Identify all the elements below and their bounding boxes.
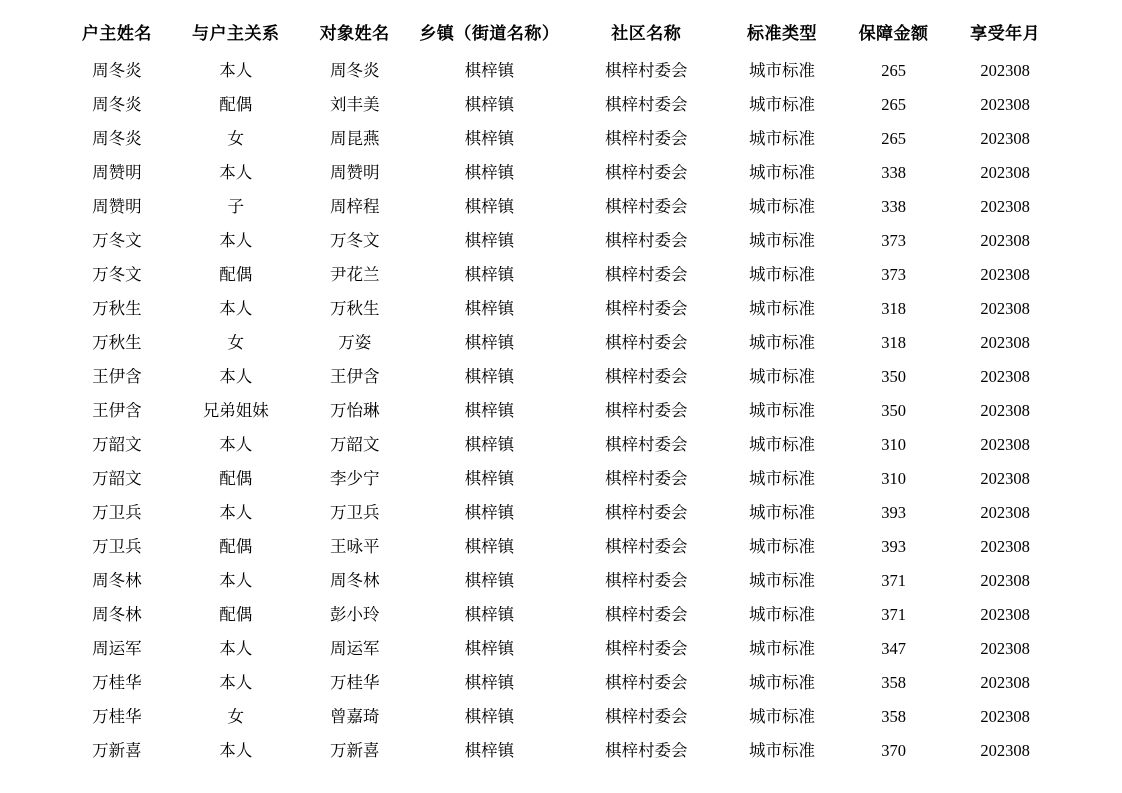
cell-standard-type: 城市标准 bbox=[749, 231, 815, 250]
cell-standard-type: 城市标准 bbox=[749, 435, 815, 454]
cell-community: 棋梓村委会 bbox=[604, 707, 688, 726]
cell-community: 棋梓村委会 bbox=[604, 639, 688, 658]
cell-household-head: 万桂华 bbox=[92, 707, 142, 726]
cell-period: 202308 bbox=[980, 503, 1030, 522]
cell-period: 202308 bbox=[980, 333, 1030, 352]
cell-relation: 配偶 bbox=[219, 605, 253, 624]
cell-amount: 373 bbox=[881, 231, 906, 250]
column-header-township: 乡镇（街道名称） bbox=[419, 24, 560, 43]
cell-amount: 350 bbox=[881, 401, 906, 420]
cell-community: 棋梓村委会 bbox=[604, 231, 688, 250]
cell-amount: 310 bbox=[881, 435, 906, 454]
cell-township: 棋梓镇 bbox=[464, 333, 515, 352]
cell-standard-type: 城市标准 bbox=[749, 537, 815, 556]
cell-period: 202308 bbox=[980, 401, 1030, 420]
cell-period: 202308 bbox=[980, 61, 1030, 80]
table-row bbox=[60, 190, 1062, 224]
cell-person-name: 万冬文 bbox=[329, 231, 380, 250]
cell-period: 202308 bbox=[980, 707, 1030, 726]
table-row bbox=[60, 598, 1062, 632]
cell-relation: 子 bbox=[227, 197, 245, 216]
cell-amount: 373 bbox=[881, 265, 906, 284]
cell-community: 棋梓村委会 bbox=[604, 163, 688, 182]
cell-relation: 兄弟姐妹 bbox=[202, 401, 269, 420]
column-header-person-name: 对象姓名 bbox=[319, 24, 390, 43]
cell-person-name: 周冬林 bbox=[329, 571, 380, 590]
cell-community: 棋梓村委会 bbox=[604, 367, 688, 386]
cell-township: 棋梓镇 bbox=[464, 231, 515, 250]
cell-period: 202308 bbox=[980, 129, 1030, 148]
cell-amount: 358 bbox=[881, 707, 906, 726]
cell-township: 棋梓镇 bbox=[464, 197, 515, 216]
cell-household-head: 周运军 bbox=[92, 639, 142, 658]
cell-amount: 318 bbox=[881, 299, 906, 318]
table-header bbox=[60, 14, 1062, 54]
cell-period: 202308 bbox=[980, 265, 1030, 284]
cell-amount: 265 bbox=[881, 95, 906, 114]
table-row bbox=[60, 428, 1062, 462]
cell-period: 202308 bbox=[980, 435, 1030, 454]
cell-amount: 265 bbox=[881, 61, 906, 80]
table-body bbox=[60, 54, 1062, 768]
cell-period: 202308 bbox=[980, 571, 1030, 590]
cell-relation: 本人 bbox=[219, 231, 253, 250]
cell-standard-type: 城市标准 bbox=[749, 367, 815, 386]
cell-household-head: 万韶文 bbox=[92, 435, 142, 454]
cell-community: 棋梓村委会 bbox=[604, 197, 688, 216]
table-row bbox=[60, 564, 1062, 598]
column-header-relation: 与户主关系 bbox=[192, 24, 280, 43]
cell-amount: 370 bbox=[881, 741, 906, 760]
cell-standard-type: 城市标准 bbox=[749, 299, 815, 318]
cell-community: 棋梓村委会 bbox=[604, 61, 688, 80]
table-row bbox=[60, 54, 1062, 88]
cell-person-name: 万桂华 bbox=[329, 673, 380, 692]
cell-period: 202308 bbox=[980, 605, 1030, 624]
cell-township: 棋梓镇 bbox=[464, 571, 515, 590]
column-header-community: 社区名称 bbox=[611, 24, 682, 43]
cell-standard-type: 城市标准 bbox=[749, 197, 815, 216]
cell-community: 棋梓村委会 bbox=[604, 673, 688, 692]
cell-period: 202308 bbox=[980, 741, 1030, 760]
cell-period: 202308 bbox=[980, 639, 1030, 658]
table-row bbox=[60, 496, 1062, 530]
cell-relation: 配偶 bbox=[219, 265, 253, 284]
cell-household-head: 周赞明 bbox=[92, 163, 142, 182]
cell-township: 棋梓镇 bbox=[464, 503, 515, 522]
cell-person-name: 周冬炎 bbox=[329, 61, 380, 80]
cell-period: 202308 bbox=[980, 367, 1030, 386]
cell-standard-type: 城市标准 bbox=[749, 129, 815, 148]
cell-township: 棋梓镇 bbox=[464, 367, 515, 386]
table-row bbox=[60, 360, 1062, 394]
table-row bbox=[60, 530, 1062, 564]
cell-person-name: 万秋生 bbox=[329, 299, 380, 318]
cell-amount: 338 bbox=[881, 163, 906, 182]
cell-person-name: 刘丰美 bbox=[329, 95, 380, 114]
cell-amount: 338 bbox=[881, 197, 906, 216]
cell-relation: 本人 bbox=[219, 163, 253, 182]
cell-standard-type: 城市标准 bbox=[749, 469, 815, 488]
cell-relation: 女 bbox=[227, 333, 245, 352]
cell-township: 棋梓镇 bbox=[464, 741, 515, 760]
cell-township: 棋梓镇 bbox=[464, 61, 515, 80]
cell-relation: 本人 bbox=[219, 299, 253, 318]
cell-township: 棋梓镇 bbox=[464, 163, 515, 182]
cell-relation: 本人 bbox=[219, 639, 253, 658]
cell-community: 棋梓村委会 bbox=[604, 537, 688, 556]
cell-amount: 371 bbox=[881, 571, 906, 590]
cell-household-head: 万冬文 bbox=[92, 231, 142, 250]
cell-township: 棋梓镇 bbox=[464, 265, 515, 284]
cell-period: 202308 bbox=[980, 95, 1030, 114]
beneficiary-table bbox=[60, 14, 1062, 768]
table-row bbox=[60, 734, 1062, 768]
cell-household-head: 万桂华 bbox=[92, 673, 142, 692]
cell-period: 202308 bbox=[980, 537, 1030, 556]
table-row bbox=[60, 258, 1062, 292]
cell-standard-type: 城市标准 bbox=[749, 605, 815, 624]
cell-standard-type: 城市标准 bbox=[749, 265, 815, 284]
cell-person-name: 万新喜 bbox=[329, 741, 380, 760]
cell-relation: 女 bbox=[227, 129, 245, 148]
cell-community: 棋梓村委会 bbox=[604, 741, 688, 760]
cell-household-head: 周冬炎 bbox=[92, 129, 142, 148]
table-row bbox=[60, 292, 1062, 326]
table-row bbox=[60, 156, 1062, 190]
cell-township: 棋梓镇 bbox=[464, 537, 515, 556]
table-row bbox=[60, 632, 1062, 666]
cell-township: 棋梓镇 bbox=[464, 469, 515, 488]
cell-standard-type: 城市标准 bbox=[749, 61, 815, 80]
cell-household-head: 王伊含 bbox=[92, 401, 142, 420]
cell-community: 棋梓村委会 bbox=[604, 571, 688, 590]
cell-standard-type: 城市标准 bbox=[749, 333, 815, 352]
cell-standard-type: 城市标准 bbox=[749, 673, 815, 692]
cell-township: 棋梓镇 bbox=[464, 435, 515, 454]
cell-person-name: 李少宁 bbox=[329, 469, 380, 488]
cell-person-name: 周赞明 bbox=[329, 163, 380, 182]
cell-period: 202308 bbox=[980, 673, 1030, 692]
cell-community: 棋梓村委会 bbox=[604, 401, 688, 420]
cell-township: 棋梓镇 bbox=[464, 707, 515, 726]
cell-amount: 371 bbox=[881, 605, 906, 624]
cell-township: 棋梓镇 bbox=[464, 639, 515, 658]
cell-relation: 配偶 bbox=[219, 95, 253, 114]
cell-relation: 本人 bbox=[219, 503, 253, 522]
cell-relation: 本人 bbox=[219, 367, 253, 386]
cell-household-head: 万秋生 bbox=[92, 299, 142, 318]
cell-relation: 本人 bbox=[219, 435, 253, 454]
table-row bbox=[60, 224, 1062, 258]
cell-standard-type: 城市标准 bbox=[749, 401, 815, 420]
cell-person-name: 曾嘉琦 bbox=[329, 707, 380, 726]
cell-amount: 265 bbox=[881, 129, 906, 148]
cell-relation: 女 bbox=[227, 707, 245, 726]
table-row bbox=[60, 88, 1062, 122]
cell-person-name: 彭小玲 bbox=[329, 605, 380, 624]
cell-township: 棋梓镇 bbox=[464, 299, 515, 318]
cell-amount: 393 bbox=[881, 503, 906, 522]
cell-relation: 本人 bbox=[219, 61, 253, 80]
cell-standard-type: 城市标准 bbox=[749, 503, 815, 522]
cell-household-head: 万韶文 bbox=[92, 469, 142, 488]
cell-community: 棋梓村委会 bbox=[604, 605, 688, 624]
cell-community: 棋梓村委会 bbox=[604, 503, 688, 522]
cell-person-name: 王咏平 bbox=[329, 537, 380, 556]
cell-township: 棋梓镇 bbox=[464, 673, 515, 692]
cell-amount: 318 bbox=[881, 333, 906, 352]
cell-household-head: 万冬文 bbox=[92, 265, 142, 284]
cell-community: 棋梓村委会 bbox=[604, 299, 688, 318]
cell-relation: 配偶 bbox=[219, 469, 253, 488]
cell-household-head: 周赞明 bbox=[92, 197, 142, 216]
cell-person-name: 万韶文 bbox=[329, 435, 380, 454]
cell-community: 棋梓村委会 bbox=[604, 435, 688, 454]
cell-person-name: 周梓程 bbox=[329, 197, 380, 216]
table-row bbox=[60, 394, 1062, 428]
cell-household-head: 王伊含 bbox=[92, 367, 142, 386]
cell-household-head: 周冬炎 bbox=[92, 95, 142, 114]
cell-relation: 配偶 bbox=[219, 537, 253, 556]
cell-amount: 393 bbox=[881, 537, 906, 556]
cell-community: 棋梓村委会 bbox=[604, 469, 688, 488]
cell-period: 202308 bbox=[980, 469, 1030, 488]
table-row bbox=[60, 326, 1062, 360]
cell-period: 202308 bbox=[980, 163, 1030, 182]
cell-person-name: 尹花兰 bbox=[329, 265, 380, 284]
cell-amount: 350 bbox=[881, 367, 906, 386]
cell-community: 棋梓村委会 bbox=[604, 333, 688, 352]
cell-household-head: 万秋生 bbox=[92, 333, 142, 352]
column-header-household-head: 户主姓名 bbox=[81, 24, 152, 43]
column-header-period: 享受年月 bbox=[970, 24, 1041, 43]
cell-household-head: 万新喜 bbox=[92, 741, 142, 760]
cell-household-head: 周冬炎 bbox=[92, 61, 142, 80]
table-row bbox=[60, 700, 1062, 734]
cell-standard-type: 城市标准 bbox=[749, 639, 815, 658]
cell-relation: 本人 bbox=[219, 571, 253, 590]
cell-household-head: 万卫兵 bbox=[92, 503, 142, 522]
cell-community: 棋梓村委会 bbox=[604, 95, 688, 114]
column-header-amount: 保障金额 bbox=[858, 24, 929, 43]
cell-amount: 347 bbox=[881, 639, 906, 658]
cell-person-name: 周运军 bbox=[329, 639, 380, 658]
table-row bbox=[60, 666, 1062, 700]
cell-person-name: 周昆燕 bbox=[329, 129, 380, 148]
cell-amount: 310 bbox=[881, 469, 906, 488]
cell-person-name: 王伊含 bbox=[329, 367, 380, 386]
cell-standard-type: 城市标准 bbox=[749, 163, 815, 182]
cell-household-head: 周冬林 bbox=[92, 605, 142, 624]
cell-relation: 本人 bbox=[219, 741, 253, 760]
cell-household-head: 万卫兵 bbox=[92, 537, 142, 556]
cell-person-name: 万卫兵 bbox=[329, 503, 380, 522]
cell-township: 棋梓镇 bbox=[464, 95, 515, 114]
cell-township: 棋梓镇 bbox=[464, 605, 515, 624]
cell-standard-type: 城市标准 bbox=[749, 571, 815, 590]
column-header-standard-type: 标准类型 bbox=[747, 24, 817, 43]
cell-period: 202308 bbox=[980, 299, 1030, 318]
cell-person-name: 万怡琳 bbox=[329, 401, 380, 420]
cell-standard-type: 城市标准 bbox=[749, 741, 815, 760]
cell-amount: 358 bbox=[881, 673, 906, 692]
cell-township: 棋梓镇 bbox=[464, 129, 515, 148]
cell-household-head: 周冬林 bbox=[92, 571, 142, 590]
table-row bbox=[60, 462, 1062, 496]
cell-township: 棋梓镇 bbox=[464, 401, 515, 420]
cell-standard-type: 城市标准 bbox=[749, 95, 815, 114]
cell-standard-type: 城市标准 bbox=[749, 707, 815, 726]
table-header-row bbox=[60, 14, 1062, 54]
cell-period: 202308 bbox=[980, 197, 1030, 216]
cell-person-name: 万姿 bbox=[338, 333, 372, 352]
table-row bbox=[60, 122, 1062, 156]
cell-community: 棋梓村委会 bbox=[604, 265, 688, 284]
cell-relation: 本人 bbox=[219, 673, 253, 692]
cell-community: 棋梓村委会 bbox=[604, 129, 688, 148]
cell-period: 202308 bbox=[980, 231, 1030, 250]
